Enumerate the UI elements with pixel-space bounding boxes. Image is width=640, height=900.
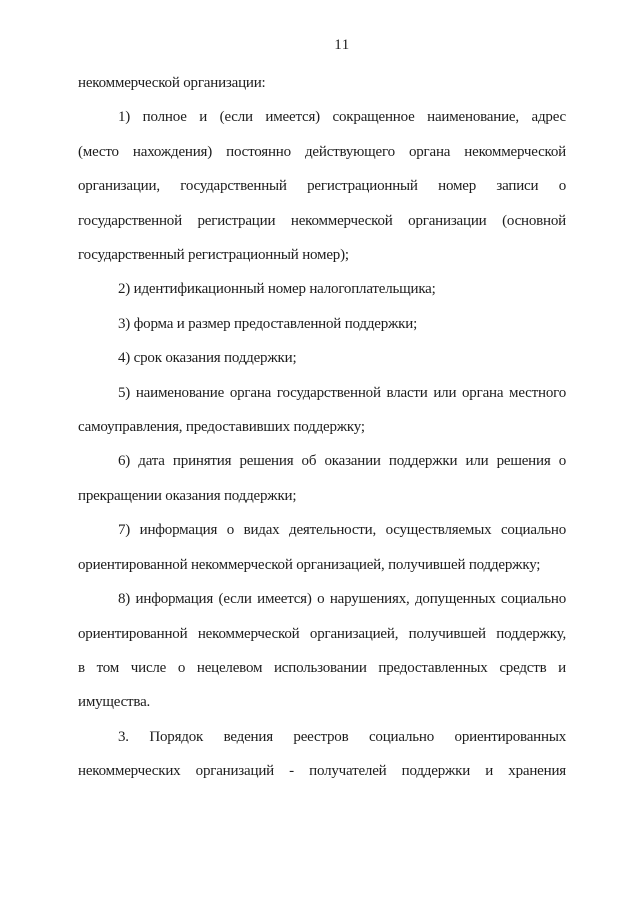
text-line: государственной регистрации некоммерческой организации (основной (78, 212, 566, 229)
text-line: организации, государственный регистрационный номер записи о (78, 178, 566, 195)
document-text (78, 66, 566, 789)
text-line: 4) срок оказания поддержки; (118, 350, 297, 367)
text-line: 3) форма и размер предоставленной поддержки; (118, 315, 418, 332)
text-line: 8) информация (если имеется) о нарушениях, допущенных социально (118, 591, 566, 608)
text-line: 2) идентификационный номер налогоплательщика; (118, 281, 436, 298)
text-line: 3. Порядок ведения реестров социально ориентированных (118, 728, 566, 745)
text-line: (место нахождения) постоянно действующего органа некоммерческой (78, 143, 566, 160)
text-line: 1) полное и (если имеется) сокращенное наименование, адрес (118, 109, 566, 126)
text-line: 5) наименование органа государственной власти или органа местного (118, 384, 566, 401)
text-line: ориентированной некоммерческой организацией, получившей поддержку, (78, 625, 566, 642)
text-line: прекращении оказания поддержки; (78, 487, 297, 504)
text-line: в том числе о нецелевом использовании предоставленных средств и (78, 659, 566, 676)
text-line: 6) дата принятия решения об оказании поддержки или решения о (118, 453, 566, 470)
page-number: 11 (334, 37, 350, 53)
text-line: некоммерческой организации: (78, 75, 266, 91)
text-line: государственный регистрационный номер); (78, 247, 349, 264)
text-line: имущества. (78, 694, 151, 711)
text-line: некоммерческих организаций - получателей поддержки и хранения (78, 763, 566, 780)
text-line: самоуправления, предоставивших поддержку; (78, 419, 365, 436)
text-line: ориентированной некоммерческой организацией, получившей поддержку; (78, 556, 541, 573)
text-line: 7) информация о видах деятельности, осуществляемых социально (118, 522, 566, 539)
